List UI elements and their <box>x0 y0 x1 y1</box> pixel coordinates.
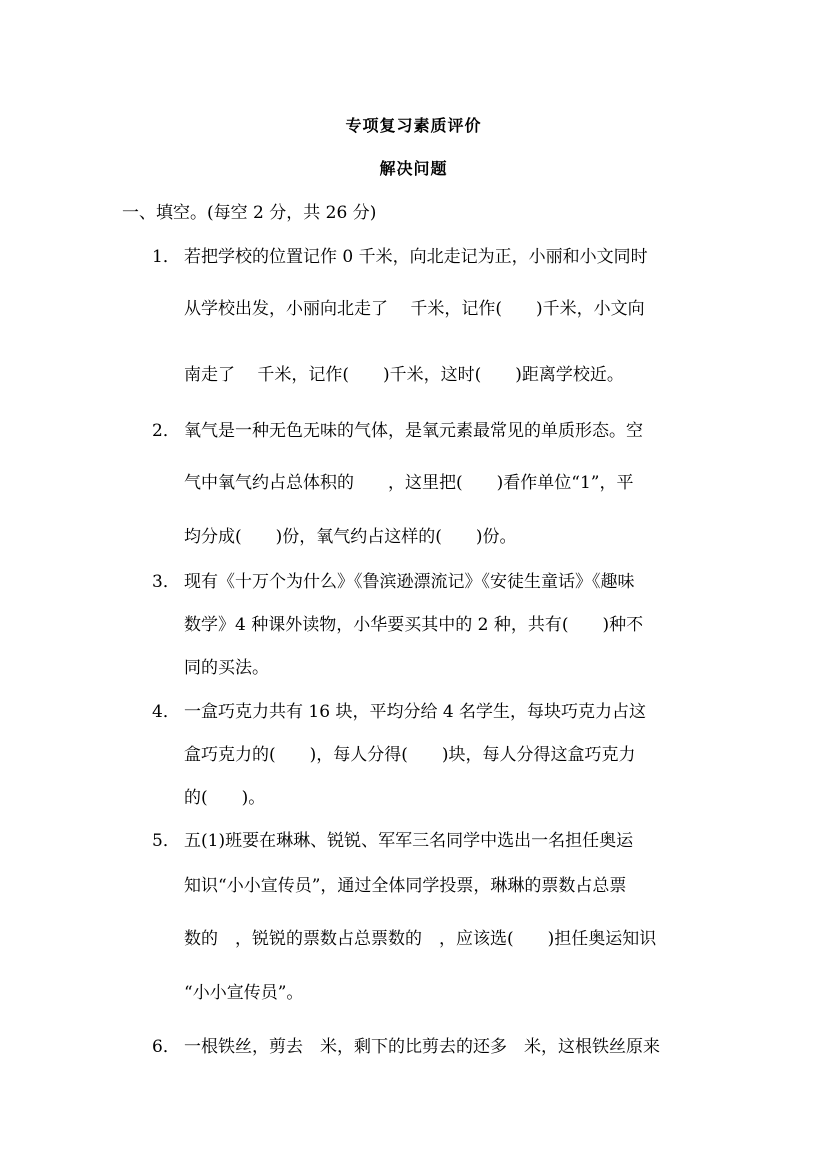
question-line: 数学》4 种课外读物，小华要买其中的 2 种，共有( )种不 <box>184 615 644 635</box>
question-line: 均分成( )份，氧气约占这样的( )份。 <box>184 527 517 547</box>
question-line: 从学校出发，小丽向北走了 千米，记作( )千米，小文向 <box>184 299 645 319</box>
question-line: 现有《十万个为什么》《鲁滨逊漂流记》《安徒生童话》《趣味 <box>184 572 635 592</box>
question-line: 一盒巧克力共有 16 块，平均分给 4 名学生，每块巧克力占这 <box>184 702 647 722</box>
section-heading: 一、填空。(每空 2 分，共 26 分) <box>122 203 377 223</box>
question-line: 同的买法。 <box>184 658 269 678</box>
document-title: 专项复习素质评价 <box>345 116 482 135</box>
question-line: 盒巧克力的( )，每人分得( )块，每人分得这盒巧克力 <box>184 745 636 765</box>
question-line: 南走了 千米，记作( )千米，这时( )距离学校近。 <box>184 365 624 385</box>
question-line: 氧气是一种无色无味的气体，是氧元素最常见的单质形态。空 <box>184 421 643 441</box>
question-number: 2． <box>152 421 180 441</box>
question-line: 若把学校的位置记作 0 千米，向北走记为正，小丽和小文同时 <box>184 247 648 267</box>
question-line: 气中氧气约占总体积的 ，这里把( )看作单位“1”，平 <box>184 473 634 493</box>
document-subtitle: 解决问题 <box>379 159 448 178</box>
question-line: 五(1)班要在琳琳、锐锐、军军三名同学中选出一名担任奥运 <box>184 831 634 851</box>
question-line: “小小宣传员”。 <box>184 983 304 1003</box>
question-line: 一根铁丝，剪去 米，剩下的比剪去的还多 米，这根铁丝原来 <box>184 1037 660 1057</box>
question-number: 6． <box>152 1037 180 1057</box>
question-number: 5． <box>152 831 180 851</box>
question-line: 知识“小小宣传员”，通过全体同学投票，琳琳的票数占总票 <box>184 876 627 896</box>
question-line: 数的 ，锐锐的票数占总票数的 ，应该选( )担任奥运知识 <box>184 929 657 949</box>
question-number: 1． <box>152 247 180 267</box>
question-number: 3． <box>152 572 180 592</box>
question-number: 4． <box>152 702 180 722</box>
question-line: 的( )。 <box>184 788 266 808</box>
